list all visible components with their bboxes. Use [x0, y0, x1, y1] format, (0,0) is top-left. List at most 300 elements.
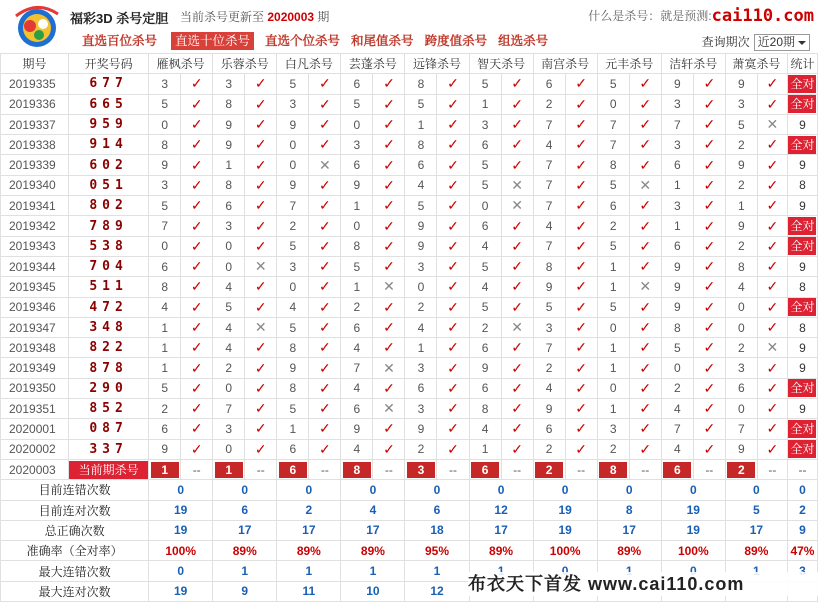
kill-number: 9 — [725, 216, 757, 236]
tab-tens[interactable]: 直选十位杀号 — [171, 32, 254, 50]
stat-value: 9 — [213, 581, 277, 601]
stat-cell — [787, 74, 817, 94]
kill-number: 2 — [725, 175, 757, 195]
check-icon: ✓ — [565, 358, 597, 378]
draw-number: 677 — [69, 74, 149, 94]
kill-number: 4 — [341, 338, 373, 358]
check-icon: ✓ — [693, 94, 725, 114]
check-icon: ✓ — [693, 419, 725, 439]
stat-cell: 8 — [787, 317, 817, 337]
kill-number: 5 — [405, 94, 437, 114]
stat-value-total: 9 — [787, 520, 817, 540]
check-icon: ✓ — [181, 317, 213, 337]
current-kill-cell — [405, 459, 437, 479]
kill-number: 0 — [597, 94, 629, 114]
kill-number: 8 — [469, 399, 501, 419]
kill-number: 3 — [661, 196, 693, 216]
current-kill-cell — [661, 459, 693, 479]
kill-number: 4 — [725, 277, 757, 297]
kill-number: 5 — [149, 196, 181, 216]
check-icon: ✓ — [373, 135, 405, 155]
kill-number: 9 — [405, 236, 437, 256]
kill-number: 1 — [597, 256, 629, 276]
check-icon: ✓ — [501, 114, 533, 134]
kill-number: 8 — [405, 135, 437, 155]
check-icon: ✓ — [245, 216, 277, 236]
cross-icon: ✕ — [501, 175, 533, 195]
all-correct-badge: 全对 — [790, 442, 815, 457]
draw-number: 290 — [69, 378, 149, 398]
stat-value: 89% — [597, 541, 661, 561]
stat-value: 0 — [469, 480, 533, 500]
kill-number: 8 — [661, 317, 693, 337]
kill-number: 6 — [341, 399, 373, 419]
check-icon: ✓ — [501, 399, 533, 419]
check-icon: ✓ — [437, 378, 469, 398]
kill-number: 2 — [533, 358, 565, 378]
all-correct-badge: 全对 — [790, 300, 815, 315]
kill-number-table — [0, 53, 818, 602]
stat-value: 17 — [341, 520, 405, 540]
stat-value: 17 — [597, 520, 661, 540]
kill-number: 9 — [341, 419, 373, 439]
cross-icon: ✕ — [373, 358, 405, 378]
kill-number: 1 — [597, 399, 629, 419]
current-kill-cell — [533, 459, 565, 479]
check-icon: ✓ — [629, 338, 661, 358]
kill-number: 0 — [469, 196, 501, 216]
check-icon: ✓ — [629, 358, 661, 378]
cross-icon: ✕ — [373, 277, 405, 297]
tab-bar — [78, 32, 555, 50]
check-icon: ✓ — [437, 256, 469, 276]
stat-value: 89% — [213, 541, 277, 561]
kill-number: 0 — [405, 277, 437, 297]
logo-icon — [10, 2, 64, 50]
header — [0, 0, 818, 52]
kill-number: 4 — [405, 175, 437, 195]
check-icon: ✓ — [437, 399, 469, 419]
kill-number: 0 — [597, 317, 629, 337]
check-icon: ✓ — [501, 338, 533, 358]
check-icon: ✓ — [309, 358, 341, 378]
kill-number: 0 — [341, 114, 373, 134]
check-icon: ✓ — [181, 135, 213, 155]
tab-group[interactable]: 组选杀号 — [498, 34, 549, 48]
kill-number: 5 — [149, 94, 181, 114]
pending-mark: -- — [181, 459, 213, 479]
kill-number: 0 — [341, 216, 373, 236]
stat-value: 0 — [661, 480, 725, 500]
kill-number: 8 — [213, 94, 245, 114]
pending-mark: -- — [245, 459, 277, 479]
kill-number: 5 — [277, 399, 309, 419]
check-icon: ✓ — [309, 114, 341, 134]
table-row — [1, 74, 818, 94]
current-kill-number: 1 — [151, 462, 179, 478]
stat-value: 19 — [661, 520, 725, 540]
check-icon: ✓ — [245, 419, 277, 439]
kill-number: 4 — [469, 277, 501, 297]
check-icon: ✓ — [181, 114, 213, 134]
stat-cell — [787, 378, 817, 398]
kill-number: 3 — [213, 74, 245, 94]
stat-value: 0 — [277, 480, 341, 500]
check-icon: ✓ — [309, 297, 341, 317]
check-icon: ✓ — [757, 439, 787, 459]
col-nangong: 南宫杀号 — [533, 54, 597, 74]
period-cell: 2019343 — [1, 236, 69, 256]
check-icon: ✓ — [757, 297, 787, 317]
kill-number: 3 — [213, 216, 245, 236]
cross-icon: ✕ — [309, 155, 341, 175]
period-cell: 2019340 — [1, 175, 69, 195]
stat-value: 0 — [533, 480, 597, 500]
check-icon: ✓ — [693, 114, 725, 134]
check-icon: ✓ — [245, 114, 277, 134]
kill-number: 9 — [149, 155, 181, 175]
check-icon: ✓ — [437, 114, 469, 134]
pending-mark: -- — [373, 459, 405, 479]
cross-icon: ✕ — [629, 175, 661, 195]
page-title: 福彩3D 杀号定胆 — [70, 11, 169, 26]
kill-number: 5 — [277, 317, 309, 337]
table-row — [1, 155, 818, 175]
tab-sum-tail[interactable]: 和尾值杀号 — [351, 34, 414, 48]
stat-value: 19 — [149, 500, 213, 520]
check-icon: ✓ — [693, 317, 725, 337]
kill-number: 3 — [341, 135, 373, 155]
check-icon: ✓ — [181, 378, 213, 398]
kill-number: 4 — [533, 378, 565, 398]
kill-number: 1 — [661, 175, 693, 195]
kill-number: 5 — [469, 297, 501, 317]
kill-number: 8 — [149, 135, 181, 155]
check-icon: ✓ — [693, 399, 725, 419]
period-select[interactable]: 近20期 — [754, 34, 810, 51]
period-cell: 2019344 — [1, 256, 69, 276]
period-cell: 2019336 — [1, 94, 69, 114]
kill-number: 2 — [213, 358, 245, 378]
pending-mark: -- — [693, 459, 725, 479]
kill-number: 9 — [533, 277, 565, 297]
stat-value: 95% — [405, 541, 469, 561]
check-icon: ✓ — [373, 216, 405, 236]
kill-number: 5 — [533, 297, 565, 317]
stat-value: 11 — [277, 581, 341, 601]
current-kill-cell — [149, 459, 181, 479]
kill-number: 6 — [405, 378, 437, 398]
all-correct-badge: 全对 — [790, 381, 815, 396]
col-period: 期号 — [1, 54, 69, 74]
kill-number: 9 — [341, 175, 373, 195]
period-cell: 2019341 — [1, 196, 69, 216]
kill-number: 0 — [213, 439, 245, 459]
check-icon: ✓ — [629, 114, 661, 134]
check-icon: ✓ — [757, 317, 787, 337]
current-kill-cell — [469, 459, 501, 479]
stat-value: 19 — [661, 500, 725, 520]
kill-number: 5 — [149, 378, 181, 398]
kill-number: 9 — [661, 256, 693, 276]
kill-number: 5 — [341, 256, 373, 276]
table-row — [1, 358, 818, 378]
check-icon: ✓ — [629, 256, 661, 276]
stat-cell: 9 — [787, 358, 817, 378]
check-icon: ✓ — [629, 135, 661, 155]
check-icon: ✓ — [757, 358, 787, 378]
kill-number: 1 — [341, 196, 373, 216]
kill-number: 3 — [725, 94, 757, 114]
check-icon: ✓ — [437, 155, 469, 175]
kill-number: 9 — [661, 277, 693, 297]
kill-number: 7 — [533, 338, 565, 358]
draw-number: 704 — [69, 256, 149, 276]
check-icon: ✓ — [245, 135, 277, 155]
check-icon: ✓ — [373, 338, 405, 358]
check-icon: ✓ — [693, 439, 725, 459]
stat-value: 1 — [341, 561, 405, 581]
check-icon: ✓ — [565, 378, 597, 398]
kill-number: 3 — [661, 94, 693, 114]
kill-number: 4 — [213, 277, 245, 297]
draw-number: 511 — [69, 277, 149, 297]
kill-number: 0 — [149, 236, 181, 256]
period-cell: 2020002 — [1, 439, 69, 459]
current-kill-cell — [597, 459, 629, 479]
check-icon: ✓ — [757, 419, 787, 439]
kill-number: 9 — [277, 114, 309, 134]
cross-icon: ✕ — [501, 317, 533, 337]
kill-number: 5 — [597, 74, 629, 94]
current-kill-cell — [725, 459, 757, 479]
pending-mark: -- — [309, 459, 341, 479]
kill-number: 4 — [661, 439, 693, 459]
check-icon: ✓ — [245, 297, 277, 317]
stat-value: 100% — [661, 541, 725, 561]
draw-number: 959 — [69, 114, 149, 134]
check-icon: ✓ — [309, 94, 341, 114]
check-icon: ✓ — [245, 439, 277, 459]
cross-icon: ✕ — [373, 399, 405, 419]
check-icon: ✓ — [693, 175, 725, 195]
check-icon: ✓ — [373, 439, 405, 459]
check-icon: ✓ — [373, 317, 405, 337]
all-correct-badge: 全对 — [790, 97, 815, 112]
period-cell: 2019347 — [1, 317, 69, 337]
stat-cell — [787, 419, 817, 439]
tab-span[interactable]: 跨度值杀号 — [424, 34, 488, 48]
check-icon: ✓ — [181, 236, 213, 256]
check-icon: ✓ — [565, 216, 597, 236]
current-kill-label: 当前期杀号 — [69, 461, 148, 479]
kill-number: 6 — [469, 216, 501, 236]
check-icon: ✓ — [245, 378, 277, 398]
cross-icon: ✕ — [501, 196, 533, 216]
check-icon: ✓ — [501, 358, 533, 378]
stat-value: 4 — [341, 500, 405, 520]
current-kill-number: 2 — [535, 462, 563, 478]
check-icon: ✓ — [309, 419, 341, 439]
stat-value-total: 0 — [787, 480, 817, 500]
check-icon: ✓ — [181, 277, 213, 297]
current-row — [1, 459, 818, 479]
check-icon: ✓ — [373, 378, 405, 398]
kill-number: 4 — [469, 419, 501, 439]
kill-number: 1 — [149, 358, 181, 378]
kill-number: 0 — [213, 378, 245, 398]
check-icon: ✓ — [245, 175, 277, 195]
kill-number: 8 — [597, 155, 629, 175]
kill-number: 9 — [661, 297, 693, 317]
kill-number: 7 — [533, 175, 565, 195]
stat-value-total: 2 — [787, 500, 817, 520]
kill-number: 5 — [469, 74, 501, 94]
kill-number: 6 — [149, 256, 181, 276]
check-icon: ✓ — [757, 155, 787, 175]
check-icon: ✓ — [693, 216, 725, 236]
kill-number: 2 — [597, 216, 629, 236]
draw-number: 337 — [69, 439, 149, 459]
check-icon: ✓ — [309, 216, 341, 236]
check-icon: ✓ — [437, 74, 469, 94]
check-icon: ✓ — [501, 135, 533, 155]
check-icon: ✓ — [373, 256, 405, 276]
kill-number: 0 — [725, 399, 757, 419]
period-cell: 2019350 — [1, 378, 69, 398]
draw-number: 087 — [69, 419, 149, 439]
kill-number: 6 — [533, 74, 565, 94]
pending-mark: -- — [757, 459, 787, 479]
kill-number: 3 — [405, 256, 437, 276]
check-icon: ✓ — [565, 94, 597, 114]
kill-number: 7 — [213, 399, 245, 419]
check-icon: ✓ — [757, 94, 787, 114]
ad-link[interactable]: 什么是杀号：就是预测:cai110.com — [588, 6, 814, 26]
kill-number: 0 — [661, 358, 693, 378]
kill-number: 9 — [533, 399, 565, 419]
pending-mark: -- — [501, 459, 533, 479]
stat-cell — [787, 216, 817, 236]
kill-number: 2 — [469, 317, 501, 337]
check-icon: ✓ — [565, 419, 597, 439]
kill-number: 9 — [149, 439, 181, 459]
current-period: 2020003 — [1, 459, 69, 479]
stat-value: 17 — [213, 520, 277, 540]
kill-number: 7 — [533, 196, 565, 216]
col-yunpeng: 芸蓬杀号 — [341, 54, 405, 74]
stat-cell — [787, 135, 817, 155]
check-icon: ✓ — [501, 419, 533, 439]
check-icon: ✓ — [629, 155, 661, 175]
check-icon: ✓ — [501, 256, 533, 276]
check-icon: ✓ — [373, 419, 405, 439]
check-icon: ✓ — [245, 94, 277, 114]
check-icon: ✓ — [181, 196, 213, 216]
check-icon: ✓ — [501, 94, 533, 114]
check-icon: ✓ — [373, 297, 405, 317]
check-icon: ✓ — [309, 378, 341, 398]
kill-number: 2 — [405, 439, 437, 459]
check-icon: ✓ — [693, 338, 725, 358]
stat-value: 12 — [469, 500, 533, 520]
kill-number: 0 — [277, 277, 309, 297]
period-cell: 2019338 — [1, 135, 69, 155]
check-icon: ✓ — [629, 236, 661, 256]
col-lerong: 乐蓉杀号 — [213, 54, 277, 74]
check-icon: ✓ — [693, 277, 725, 297]
tab-units[interactable]: 直选个位杀号 — [265, 34, 341, 48]
table-row — [1, 216, 818, 236]
check-icon: ✓ — [501, 74, 533, 94]
kill-number: 7 — [277, 196, 309, 216]
draw-number: 602 — [69, 155, 149, 175]
kill-number: 2 — [533, 94, 565, 114]
stat-value: 89% — [341, 541, 405, 561]
check-icon: ✓ — [757, 277, 787, 297]
table-row — [1, 399, 818, 419]
kill-number: 1 — [405, 338, 437, 358]
stat-row — [1, 500, 818, 520]
kill-number: 8 — [341, 236, 373, 256]
stat-cell: 9 — [787, 155, 817, 175]
kill-number: 7 — [533, 155, 565, 175]
current-kill-cell — [341, 459, 373, 479]
table-row — [1, 236, 818, 256]
update-info: 当前杀号更新至 2020003 期 — [180, 10, 330, 24]
kill-number: 6 — [213, 196, 245, 216]
stat-value: 0 — [341, 480, 405, 500]
kill-number: 3 — [469, 114, 501, 134]
current-kill-number: 6 — [663, 462, 691, 478]
kill-number: 0 — [725, 297, 757, 317]
check-icon: ✓ — [565, 74, 597, 94]
stat-cell — [787, 236, 817, 256]
kill-number: 2 — [661, 378, 693, 398]
check-icon: ✓ — [245, 196, 277, 216]
table-row — [1, 135, 818, 155]
stat-cell — [787, 297, 817, 317]
kill-number: 5 — [341, 94, 373, 114]
kill-number: 7 — [725, 419, 757, 439]
kill-number: 5 — [277, 74, 309, 94]
check-icon: ✓ — [309, 236, 341, 256]
check-icon: ✓ — [565, 256, 597, 276]
stat-value: 1 — [405, 561, 469, 581]
check-icon: ✓ — [565, 277, 597, 297]
tab-hundreds[interactable]: 直选百位杀号 — [82, 34, 158, 48]
check-icon: ✓ — [757, 74, 787, 94]
watermark: 布衣天下首发 www.cai110.com — [468, 572, 818, 596]
kill-number: 0 — [597, 378, 629, 398]
cross-icon: ✕ — [757, 338, 787, 358]
check-icon: ✓ — [757, 378, 787, 398]
current-label-cell — [69, 459, 149, 479]
kill-number: 6 — [341, 317, 373, 337]
stat-value: 18 — [405, 520, 469, 540]
kill-number: 9 — [405, 419, 437, 439]
table-row — [1, 175, 818, 195]
kill-number: 4 — [661, 399, 693, 419]
check-icon: ✓ — [309, 399, 341, 419]
stat-value: 17 — [469, 520, 533, 540]
kill-number: 7 — [533, 236, 565, 256]
draw-number: 789 — [69, 216, 149, 236]
check-icon: ✓ — [245, 236, 277, 256]
kill-number: 1 — [469, 94, 501, 114]
kill-number: 2 — [341, 297, 373, 317]
check-icon: ✓ — [501, 216, 533, 236]
